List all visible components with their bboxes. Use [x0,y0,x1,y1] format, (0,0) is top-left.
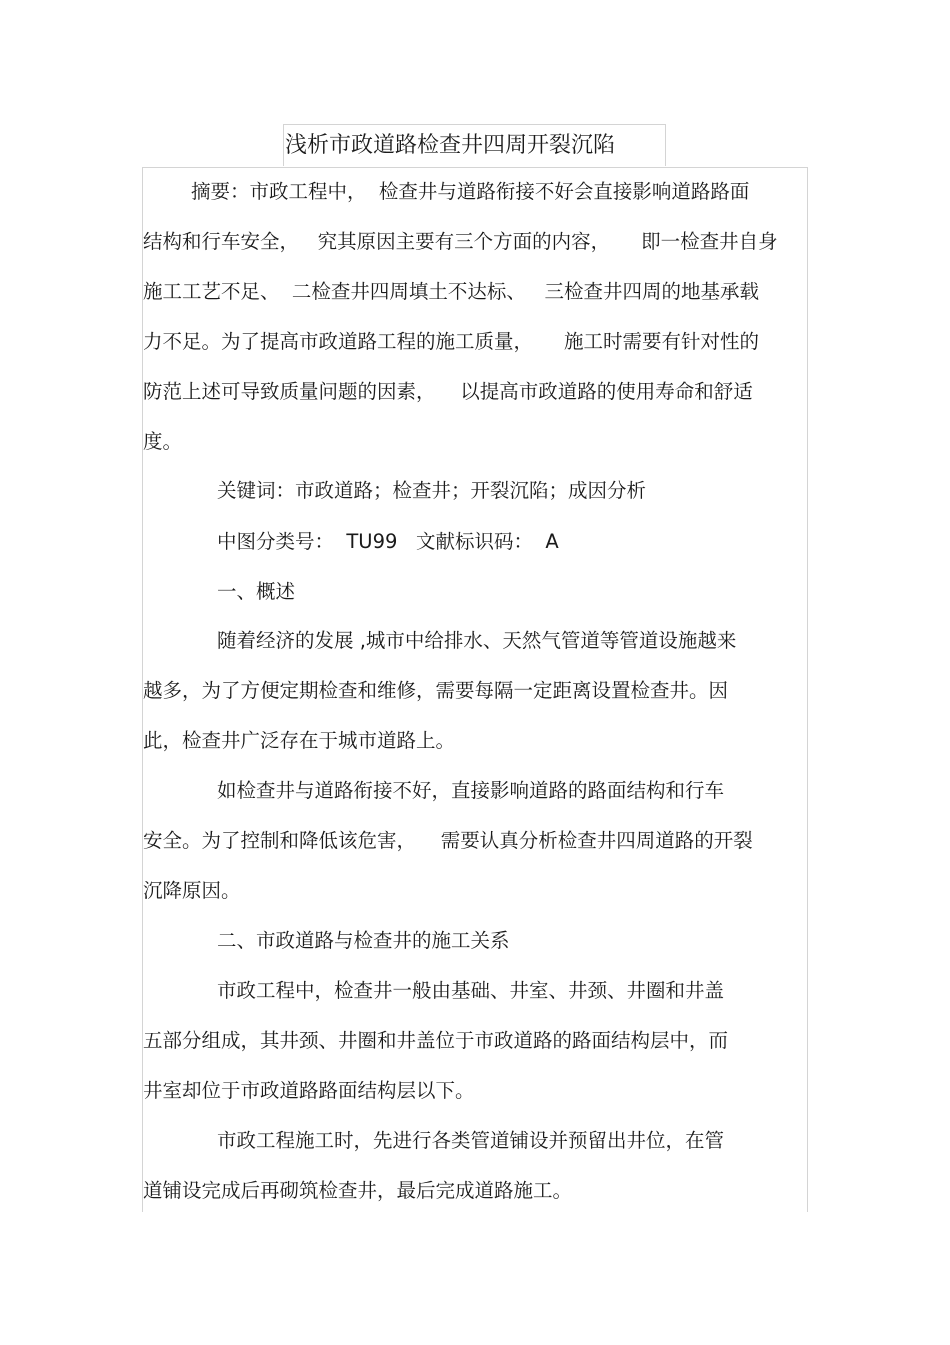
abstract-line: 度。 [143,430,183,453]
paragraph-line: 市政工程中，检查井一般由基础、井室、井颈、井圈和井盖 [217,979,725,1002]
paragraph-line: 越多，为了方便定期检查和维修，需要每隔一定距离设置检查井。因 [143,679,729,702]
paragraph-line: 五部分组成，其井颈、井圈和井盖位于市政道路的路面结构层中，而 [143,1029,729,1052]
abstract-line: 施工工艺不足、 二检查井四周填土不达标、 三检查井四周的地基承载 [143,280,759,303]
paragraph-line: 此，检查井广泛存在于城市道路上。 [143,729,456,752]
abstract-line: 摘要：市政工程中， 检查井与道路衔接不好会直接影响道路路面 [191,180,750,203]
paragraph-line: 沉降原因。 [143,879,241,902]
paragraph-line: 安全。为了控制和降低该危害， 需要认真分析检查井四周道路的开裂 [143,829,753,852]
abstract-line: 防范上述可导致质量问题的因素， 以提高市政道路的使用寿命和舒适 [143,380,753,403]
abstract-line: 力不足。为了提高市政道路工程的施工质量， 施工时需要有针对性的 [143,330,759,353]
classification-line: 中图分类号： TU99 文献标识码： A [217,530,559,553]
paragraph-line: 井室却位于市政道路路面结构层以下。 [143,1079,475,1102]
section-heading: 二、市政道路与检查井的施工关系 [217,929,510,952]
section-heading: 一、概述 [217,580,296,603]
document-title: 浅析市政道路检查井四周开裂沉陷 [285,133,616,158]
keywords-line: 关键词：市政道路；检查井；开裂沉陷；成因分析 [217,479,647,502]
paragraph-line: 道铺设完成后再砌筑检查井，最后完成道路施工。 [143,1179,573,1202]
paragraph-line: 市政工程施工时，先进行各类管道铺设并预留出井位，在管 [217,1129,725,1152]
abstract-line: 结构和行车安全， 究其原因主要有三个方面的内容， 即一检查井自身 [143,230,778,253]
paragraph-line: 随着经济的发展 ,城市中给排水、天然气管道等管道设施越来 [217,629,737,652]
paragraph-line: 如检查井与道路衔接不好，直接影响道路的路面结构和行车 [217,779,725,802]
